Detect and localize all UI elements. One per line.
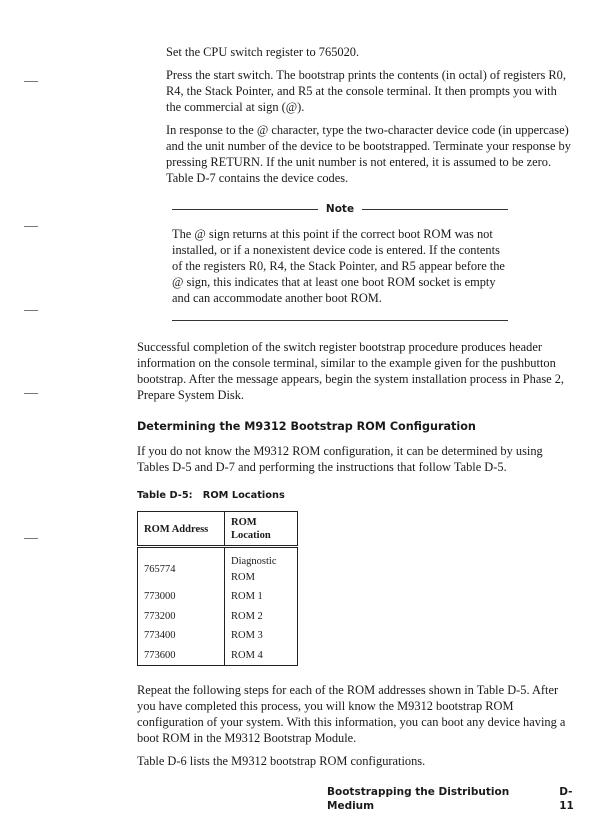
table-caption: Table D-5: ROM Locations bbox=[137, 490, 285, 501]
column-header: ROM Location bbox=[225, 512, 298, 547]
rom-location: Diagnostic ROM bbox=[231, 556, 277, 583]
rom-location: ROM 1 bbox=[231, 591, 263, 602]
page-footer bbox=[327, 785, 587, 813]
footer-title: Bootstrapping the Distribution Medium bbox=[327, 786, 510, 812]
rom-address: 765774 bbox=[138, 547, 225, 588]
table-row bbox=[138, 587, 298, 607]
note-box bbox=[172, 202, 508, 321]
rom-locations-table bbox=[137, 511, 298, 666]
rom-address: 773200 bbox=[138, 607, 225, 627]
table-row bbox=[138, 626, 298, 646]
paragraph-repeat-steps: Repeat the following steps for each of the ROM addresses shown in Table D-5. After you have completed this process, you will know the M9312 bootstrap ROM configuration of your system. With this information, you can boot any device having a boot ROM in the M9312 Bootstrap Module. bbox=[137, 683, 566, 745]
margin-mark bbox=[24, 226, 38, 227]
paragraph-intro: If you do not know the M9312 ROM configuration, it can be determined by using Tables D-5 and D-7 and performing the instructions that follow Table D-5. bbox=[137, 444, 543, 474]
margin-mark bbox=[24, 81, 38, 82]
note-bottom-rule bbox=[172, 320, 508, 321]
rom-location: ROM 3 bbox=[231, 630, 263, 641]
step-2: Press the start switch. The bootstrap prints the contents (in octal) of registers R0, R4, the Stack Pointer, and R5 at the console terminal. It then prompts you with the commercial at sign (@). bbox=[166, 68, 566, 114]
rom-address: 773400 bbox=[138, 626, 225, 646]
procedure-steps bbox=[166, 44, 571, 186]
rom-location: ROM 4 bbox=[231, 649, 263, 661]
step-1: Set the CPU switch register to 765020. bbox=[166, 45, 360, 59]
rom-address: 773600 bbox=[138, 646, 225, 666]
page-content bbox=[137, 44, 577, 769]
note-top-rule-left bbox=[172, 209, 318, 210]
paragraph-table-d6: Table D-6 lists the M9312 bootstrap ROM configurations. bbox=[137, 754, 426, 768]
page-number: D-11 bbox=[559, 786, 574, 812]
table-header-row bbox=[138, 512, 298, 547]
note-body: The @ sign returns at this point if the correct boot ROM was not installed, or if a nonexistent device code is entered. If the contents of the registers R0, R4, the Stack Pointer, and R5 appear before the @ sign, this indicates that at least one boot ROM socket is empty and can accommodate another boot ROM. bbox=[172, 227, 505, 305]
rom-address: 773000 bbox=[138, 587, 225, 607]
column-header: ROM Address bbox=[138, 512, 225, 547]
rom-location: ROM 2 bbox=[231, 610, 263, 622]
table-row bbox=[138, 607, 298, 627]
margin-mark bbox=[24, 393, 38, 394]
table-row bbox=[138, 547, 298, 588]
section-heading: Determining the M9312 Bootstrap ROM Configuration bbox=[137, 420, 476, 433]
paragraph-completion: Successful completion of the switch register bootstrap procedure produces header information on the console terminal, similar to the example given for the pushbutton bootstrap. After the message appears, begin the system installation process in Phase 2, Prepare System Disk. bbox=[137, 340, 565, 402]
table-row bbox=[138, 646, 298, 666]
margin-mark bbox=[24, 538, 38, 539]
margin-mark bbox=[24, 310, 38, 311]
note-heading: Note bbox=[325, 203, 355, 215]
note-top-rule-right bbox=[362, 209, 508, 210]
step-3: In response to the @ character, type the two-character device code (in uppercase) and the unit number of the device to be bootstrapped. Terminate your response by pressing RETURN. If the unit number is not entered, it is assumed to be zero. Table D-7 contains the device codes. bbox=[166, 123, 571, 185]
note-header bbox=[172, 202, 508, 216]
